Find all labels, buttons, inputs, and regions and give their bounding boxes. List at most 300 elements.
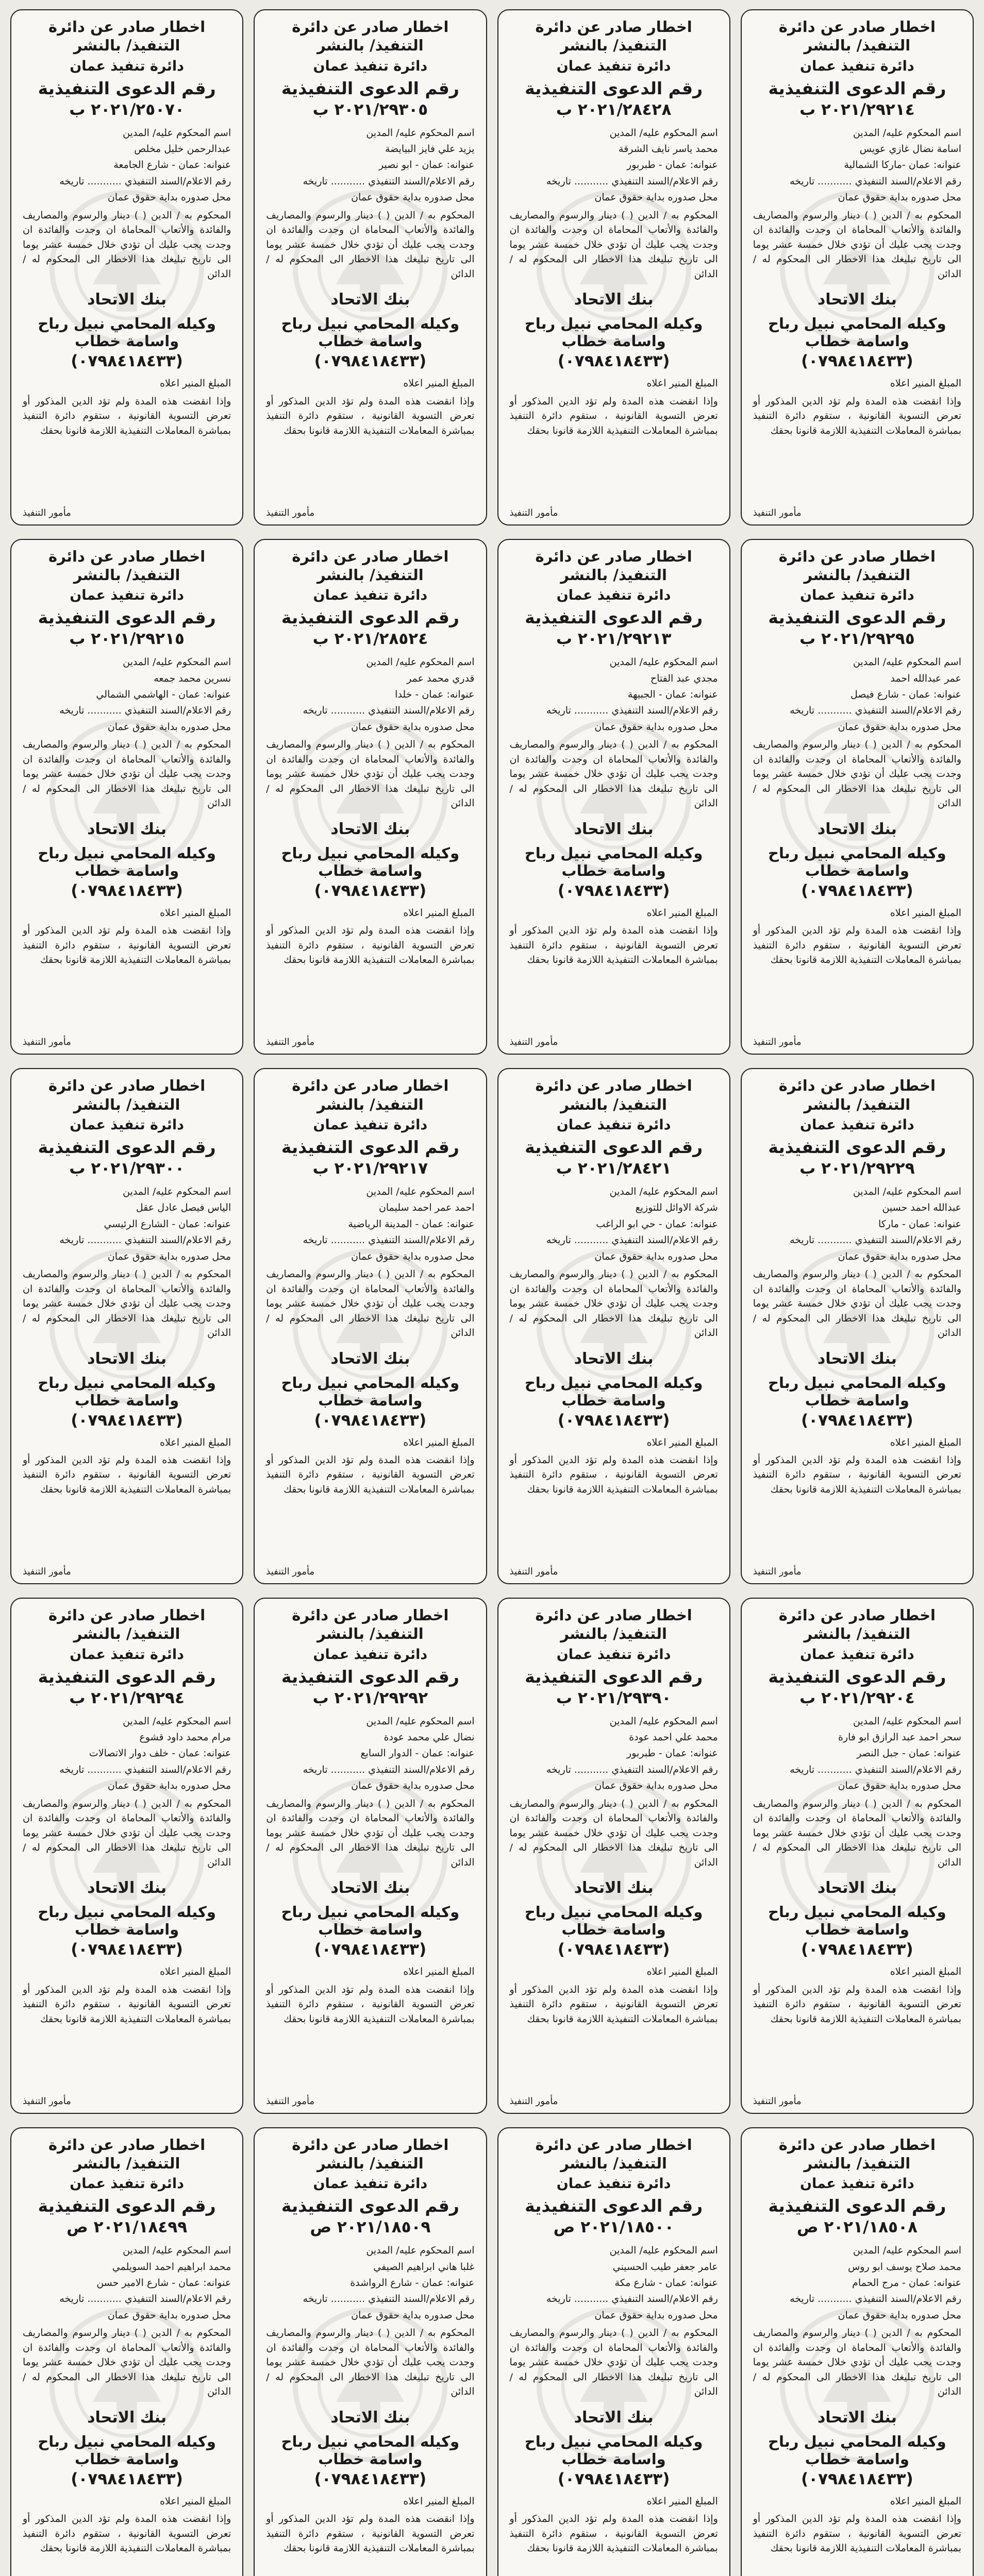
court-line: محل صدوره بداية حقوق عمان	[594, 2309, 718, 2321]
closing-text: وإذا انقضت هذه المدة ولم تؤد الدين المذكور أو تعرض التسوية القانونية ، ستقوم دائرة التنفيذ بمباشرة المعاملات التنفيذية اللازمة قانونا بحقك	[509, 395, 718, 436]
department-name: دائرة تنفيذ عمان	[556, 1116, 671, 1133]
notice-body: المحكوم به / الدين ( ) دينار والرسوم والمصاريف والفائدة والأتعاب المحاماة ان وجدت والفائدة ان وجدت يجب عليك أن تؤدي خلال خمسة عشر يوما الى تاريخ تبليغك هذا الاخطار الى المحكوم له / الدائن	[266, 2327, 475, 2398]
record-line: رقم الاعلام/السند التنفيذي ........... تاريخه	[59, 1234, 231, 1246]
debtor-address: عنوانه: عمان - شارع فيصل	[850, 689, 961, 701]
closing-text: وإذا انقضت هذه المدة ولم تؤد الدين المذكور أو تعرض التسوية القانونية ، ستقوم دائرة التنفيذ بمباشرة المعاملات التنفيذية اللازمة قانونا بحقك	[753, 395, 961, 436]
case-label: رقم الدعوى التنفيذية	[38, 78, 216, 98]
department-name: دائرة تنفيذ عمان	[556, 2176, 671, 2192]
department-name: دائرة تنفيذ عمان	[313, 1646, 428, 1663]
notice-header: اخطار صادر عن دائرة التنفيذ/ بالنشر	[292, 547, 449, 584]
debtor-address: عنوانه: عمان - شارع الجامعة	[113, 159, 231, 171]
closing-text: وإذا انقضت هذه المدة ولم تؤد الدين المذكور أو تعرض التسوية القانونية ، ستقوم دائرة التنفيذ بمباشرة المعاملات التنفيذية اللازمة قانونا بحقك	[509, 2513, 718, 2554]
agent-phone: (٠٧٩٨٤١٨٤٣٣)	[71, 352, 183, 371]
notice-card-10	[497, 1068, 730, 1584]
debtor-name: محمد علي احمد عودة	[629, 1731, 718, 1743]
notice-title: المبلغ المنير اعلاه	[890, 907, 961, 919]
record-line: رقم الاعلام/السند التنفيذي ........... تاريخه	[303, 2293, 475, 2305]
notice-title: المبلغ المنير اعلاه	[160, 907, 231, 919]
notice-header: اخطار صادر عن دائرة التنفيذ/ بالنشر	[778, 1077, 936, 1113]
debtor-name: يزيد علي فايز البيايضة	[385, 143, 475, 155]
court-line: محل صدوره بداية حقوق عمان	[107, 2309, 231, 2321]
case-label: رقم الدعوى التنفيذية	[525, 2196, 703, 2216]
case-number: ٢٠٢١/٢٩٢٩٢ ب	[312, 1688, 428, 1707]
creditor-name: بنك الاتحاد	[87, 1349, 167, 1368]
notice-card-6	[497, 539, 730, 1055]
debtor-name: سحر احمد عبد الرازق ابو فارة	[838, 1731, 961, 1743]
footer-signature: مأمور التنفيذ	[266, 2095, 315, 2107]
notice-header: اخطار صادر عن دائرة التنفيذ/ بالنشر	[535, 18, 692, 55]
department-name: دائرة تنفيذ عمان	[800, 1646, 914, 1663]
court-line: محل صدوره بداية حقوق عمان	[594, 1780, 718, 1792]
debtor-label: اسم المحكوم عليه/ المدين	[609, 127, 718, 139]
notice-title: المبلغ المنير اعلاه	[160, 1436, 231, 1448]
notice-header: اخطار صادر عن دائرة التنفيذ/ بالنشر	[778, 18, 936, 55]
notice-card-12	[10, 1068, 243, 1584]
notice-card-9	[741, 1068, 974, 1584]
debtor-label: اسم المحكوم عليه/ المدين	[366, 127, 475, 139]
court-line: محل صدوره بداية حقوق عمان	[351, 721, 475, 733]
footer-signature: مأمور التنفيذ	[266, 1566, 315, 1577]
footer-signature: مأمور التنفيذ	[23, 1037, 71, 1048]
debtor-name: نضال علي محمد عودة	[383, 1731, 475, 1743]
case-label: رقم الدعوى التنفيذية	[281, 607, 459, 628]
closing-text: وإذا انقضت هذه المدة ولم تؤد الدين المذكور أو تعرض التسوية القانونية ، ستقوم دائرة التنفيذ بمباشرة المعاملات التنفيذية اللازمة قانونا بحقك	[509, 1454, 718, 1495]
debtor-label: اسم المحكوم عليه/ المدين	[609, 2245, 718, 2257]
case-label: رقم الدعوى التنفيذية	[38, 2196, 216, 2216]
debtor-address: عنوانه: عمان - شارع الرواشدة	[350, 2277, 475, 2289]
notice-card-8	[10, 539, 243, 1055]
court-line: محل صدوره بداية حقوق عمان	[351, 2309, 475, 2321]
footer-signature: مأمور التنفيذ	[266, 1037, 315, 1048]
notice-card-14	[497, 1598, 730, 2114]
notice-header: اخطار صادر عن دائرة التنفيذ/ بالنشر	[535, 547, 692, 584]
closing-text: وإذا انقضت هذه المدة ولم تؤد الدين المذكور أو تعرض التسوية القانونية ، ستقوم دائرة التنفيذ بمباشرة المعاملات التنفيذية اللازمة قانونا بحقك	[23, 395, 231, 436]
case-number: ٢٠٢١/٢٩٢١٤ ب	[799, 100, 915, 119]
court-line: محل صدوره بداية حقوق عمان	[594, 721, 718, 733]
agent-name: وكيله المحامي نبيل رباح واسامة خطاب	[281, 1903, 460, 1939]
debtor-label: اسم المحكوم عليه/ المدين	[609, 1185, 718, 1197]
notice-card-15	[254, 1598, 487, 2114]
agent-phone: (٠٧٩٨٤١٨٤٣٣)	[557, 2469, 670, 2488]
court-line: محل صدوره بداية حقوق عمان	[107, 721, 231, 733]
agent-name: وكيله المحامي نبيل رباح واسامة خطاب	[524, 1903, 703, 1939]
closing-text: وإذا انقضت هذه المدة ولم تؤد الدين المذكور أو تعرض التسوية القانونية ، ستقوم دائرة التنفيذ بمباشرة المعاملات التنفيذية اللازمة قانونا بحقك	[23, 925, 231, 966]
notice-body: المحكوم به / الدين ( ) دينار والرسوم والمصاريف والفائدة والأتعاب المحاماة ان وجدت والفائدة ان وجدت يجب عليك أن تؤدي خلال خمسة عشر يوما الى تاريخ تبليغك هذا الاخطار الى المحكوم له / الدائن	[23, 1798, 231, 1868]
notice-body: المحكوم به / الدين ( ) دينار والرسوم والمصاريف والفائدة والأتعاب المحاماة ان وجدت والفائدة ان وجدت يجب عليك أن تؤدي خلال خمسة عشر يوما الى تاريخ تبليغك هذا الاخطار الى المحكوم له / الدائن	[509, 1798, 718, 1868]
record-line: رقم الاعلام/السند التنفيذي ........... تاريخه	[59, 705, 231, 717]
case-label: رقم الدعوى التنفيذية	[768, 607, 946, 628]
notice-body: المحكوم به / الدين ( ) دينار والرسوم والمصاريف والفائدة والأتعاب المحاماة ان وجدت والفائدة ان وجدت يجب عليك أن تؤدي خلال خمسة عشر يوما الى تاريخ تبليغك هذا الاخطار الى المحكوم له / الدائن	[509, 739, 718, 809]
notice-header: اخطار صادر عن دائرة التنفيذ/ بالنشر	[778, 1606, 936, 1643]
notice-body: المحكوم به / الدين ( ) دينار والرسوم والمصاريف والفائدة والأتعاب المحاماة ان وجدت والفائدة ان وجدت يجب عليك أن تؤدي خلال خمسة عشر يوما الى تاريخ تبليغك هذا الاخطار الى المحكوم له / الدائن	[509, 1268, 718, 1339]
debtor-address: عنوانه: عمان - الجبيهة	[627, 689, 718, 701]
notice-card-11	[254, 1068, 487, 1584]
footer-signature: مأمور التنفيذ	[753, 1566, 802, 1577]
footer-signature: مأمور التنفيذ	[23, 1566, 71, 1577]
agent-phone: (٠٧٩٨٤١٨٤٣٣)	[801, 352, 913, 371]
case-number: ٢٠٢١/٢٨٤٢١ ب	[556, 1159, 672, 1178]
debtor-name: قدري محمد عمر	[407, 672, 475, 684]
agent-phone: (٠٧٩٨٤١٨٤٣٣)	[71, 881, 183, 900]
footer-signature: مأمور التنفيذ	[266, 507, 315, 518]
notice-body: المحكوم به / الدين ( ) دينار والرسوم والمصاريف والفائدة والأتعاب المحاماة ان وجدت والفائدة ان وجدت يجب عليك أن تؤدي خلال خمسة عشر يوما الى تاريخ تبليغك هذا الاخطار الى المحكوم له / الدائن	[266, 1268, 475, 1339]
closing-text: وإذا انقضت هذه المدة ولم تؤد الدين المذكور أو تعرض التسوية القانونية ، ستقوم دائرة التنفيذ بمباشرة المعاملات التنفيذية اللازمة قانونا بحقك	[753, 1454, 961, 1495]
case-number: ٢٠٢١/١٨٥٠٠ ص	[553, 2218, 674, 2237]
record-line: رقم الاعلام/السند التنفيذي ........... تاريخه	[59, 2293, 231, 2305]
creditor-name: بنك الاتحاد	[574, 820, 654, 838]
debtor-label: اسم المحكوم عليه/ المدين	[366, 1715, 475, 1727]
record-line: رقم الاعلام/السند التنفيذي ........... تاريخه	[790, 2293, 961, 2305]
case-label: رقم الدعوى التنفيذية	[38, 607, 216, 628]
case-number: ٢٠٢١/٢٩٣٠٠ ب	[69, 1159, 185, 1178]
agent-phone: (٠٧٩٨٤١٨٤٣٣)	[557, 1411, 670, 1430]
debtor-address: عنوانه: عمان - شارع الامير حسن	[96, 2277, 231, 2289]
creditor-name: بنك الاتحاد	[817, 291, 897, 309]
case-label: رقم الدعوى التنفيذية	[525, 1666, 703, 1687]
agent-phone: (٠٧٩٨٤١٨٤٣٣)	[557, 881, 670, 900]
agent-name: وكيله المحامي نبيل رباح واسامة خطاب	[281, 2432, 460, 2468]
notice-body: المحكوم به / الدين ( ) دينار والرسوم والمصاريف والفائدة والأتعاب المحاماة ان وجدت والفائدة ان وجدت يجب عليك أن تؤدي خلال خمسة عشر يوما الى تاريخ تبليغك هذا الاخطار الى المحكوم له / الدائن	[753, 739, 961, 809]
closing-text: وإذا انقضت هذه المدة ولم تؤد الدين المذكور أو تعرض التسوية القانونية ، ستقوم دائرة التنفيذ بمباشرة المعاملات التنفيذية اللازمة قانونا بحقك	[266, 2513, 475, 2554]
creditor-name: بنك الاتحاد	[574, 1879, 654, 1897]
court-line: محل صدوره بداية حقوق عمان	[838, 192, 961, 204]
case-number: ٢٠٢١/٢٩٢٩٥ ب	[799, 630, 915, 649]
debtor-name: نسرين محمد جمعه	[154, 672, 231, 684]
agent-name: وكيله المحامي نبيل رباح واسامة خطاب	[524, 315, 703, 350]
agent-name: وكيله المحامي نبيل رباح واسامة خطاب	[38, 844, 216, 879]
debtor-address: عنوانه: عمان - طبربور	[627, 159, 718, 171]
debtor-label: اسم المحكوم عليه/ المدين	[853, 1185, 961, 1197]
court-line: محل صدوره بداية حقوق عمان	[594, 192, 718, 204]
department-name: دائرة تنفيذ عمان	[70, 1116, 184, 1133]
court-line: محل صدوره بداية حقوق عمان	[838, 721, 961, 733]
debtor-name: محمد ابراهيم احمد السويلمي	[112, 2261, 231, 2273]
record-line: رقم الاعلام/السند التنفيذي ........... تاريخه	[303, 1764, 475, 1775]
case-label: رقم الدعوى التنفيذية	[38, 1137, 216, 1157]
department-name: دائرة تنفيذ عمان	[70, 2176, 184, 2192]
debtor-name: شركة الاوائل للتوزيع	[635, 1202, 718, 1214]
record-line: رقم الاعلام/السند التنفيذي ........... تاريخه	[303, 175, 475, 187]
debtor-address: عنوانه: عمان - خلدا	[395, 689, 475, 701]
notice-body: المحكوم به / الدين ( ) دينار والرسوم والمصاريف والفائدة والأتعاب المحاماة ان وجدت والفائدة ان وجدت يجب عليك أن تؤدي خلال خمسة عشر يوما الى تاريخ تبليغك هذا الاخطار الى المحكوم له / الدائن	[753, 1268, 961, 1339]
closing-text: وإذا انقضت هذه المدة ولم تؤد الدين المذكور أو تعرض التسوية القانونية ، ستقوم دائرة التنفيذ بمباشرة المعاملات التنفيذية اللازمة قانونا بحقك	[753, 2513, 961, 2554]
department-name: دائرة تنفيذ عمان	[313, 2176, 428, 2192]
department-name: دائرة تنفيذ عمان	[800, 58, 914, 74]
creditor-name: بنك الاتحاد	[574, 2408, 654, 2427]
creditor-name: بنك الاتحاد	[330, 1349, 410, 1368]
notice-card-13	[741, 1598, 974, 2114]
agent-name: وكيله المحامي نبيل رباح واسامة خطاب	[768, 1374, 946, 1409]
agent-phone: (٠٧٩٨٤١٨٤٣٣)	[557, 1940, 670, 1959]
agent-phone: (٠٧٩٨٤١٨٤٣٣)	[314, 1411, 427, 1430]
case-label: رقم الدعوى التنفيذية	[525, 1137, 703, 1157]
debtor-label: اسم المحكوم عليه/ المدين	[853, 2245, 961, 2257]
case-label: رقم الدعوى التنفيذية	[768, 78, 946, 98]
case-number: ٢٠٢١/٢٥٠٧٠ ب	[69, 100, 185, 119]
creditor-name: بنك الاتحاد	[817, 820, 897, 838]
creditor-name: بنك الاتحاد	[574, 1349, 654, 1368]
department-name: دائرة تنفيذ عمان	[70, 58, 184, 74]
notice-title: المبلغ المنير اعلاه	[646, 1436, 718, 1448]
notice-card-4	[10, 9, 243, 526]
department-name: دائرة تنفيذ عمان	[313, 587, 428, 604]
debtor-name: عبدالرحمن خليل مخلص	[134, 143, 231, 155]
agent-name: وكيله المحامي نبيل رباح واسامة خطاب	[38, 1374, 216, 1409]
record-line: رقم الاعلام/السند التنفيذي ........... تاريخه	[303, 705, 475, 717]
notice-header: اخطار صادر عن دائرة التنفيذ/ بالنشر	[292, 1606, 449, 1643]
case-number: ٢٠٢١/١٨٥٠٨ ص	[796, 2218, 918, 2237]
record-line: رقم الاعلام/السند التنفيذي ........... تاريخه	[546, 1764, 718, 1775]
notice-header: اخطار صادر عن دائرة التنفيذ/ بالنشر	[535, 1606, 692, 1643]
closing-text: وإذا انقضت هذه المدة ولم تؤد الدين المذكور أو تعرض التسوية القانونية ، ستقوم دائرة التنفيذ بمباشرة المعاملات التنفيذية اللازمة قانونا بحقك	[23, 1984, 231, 2025]
debtor-label: اسم المحكوم عليه/ المدين	[853, 127, 961, 139]
notice-header: اخطار صادر عن دائرة التنفيذ/ بالنشر	[48, 1606, 206, 1643]
agent-name: وكيله المحامي نبيل رباح واسامة خطاب	[281, 1374, 460, 1409]
notice-title: المبلغ المنير اعلاه	[646, 907, 718, 919]
notice-card-20	[10, 2127, 243, 2576]
notice-body: المحكوم به / الدين ( ) دينار والرسوم والمصاريف والفائدة والأتعاب المحاماة ان وجدت والفائدة ان وجدت يجب عليك أن تؤدي خلال خمسة عشر يوما الى تاريخ تبليغك هذا الاخطار الى المحكوم له / الدائن	[753, 2327, 961, 2398]
notice-header: اخطار صادر عن دائرة التنفيذ/ بالنشر	[292, 2136, 449, 2172]
agent-name: وكيله المحامي نبيل رباح واسامة خطاب	[38, 1903, 216, 1939]
department-name: دائرة تنفيذ عمان	[556, 58, 671, 74]
notice-body: المحكوم به / الدين ( ) دينار والرسوم والمصاريف والفائدة والأتعاب المحاماة ان وجدت والفائدة ان وجدت يجب عليك أن تؤدي خلال خمسة عشر يوما الى تاريخ تبليغك هذا الاخطار الى المحكوم له / الدائن	[23, 1268, 231, 1339]
debtor-address: عنوانه: عمان - خلف دوار الاتصالات	[89, 1748, 231, 1759]
notice-body: المحكوم به / الدين ( ) دينار والرسوم والمصاريف والفائدة والأتعاب المحاماة ان وجدت والفائدة ان وجدت يجب عليك أن تؤدي خلال خمسة عشر يوما الى تاريخ تبليغك هذا الاخطار الى المحكوم له / الدائن	[509, 209, 718, 280]
record-line: رقم الاعلام/السند التنفيذي ........... تاريخه	[546, 1234, 718, 1246]
agent-phone: (٠٧٩٨٤١٨٤٣٣)	[801, 1940, 913, 1959]
agent-name: وكيله المحامي نبيل رباح واسامة خطاب	[524, 2432, 703, 2468]
debtor-address: عنوانه: عمان -ماركا الشمالية	[844, 159, 961, 171]
case-number: ٢٠٢١/٢٩٢٢٩ ب	[799, 1159, 915, 1178]
debtor-name: غلبا هاني ابراهيم الصيفي	[373, 2261, 475, 2273]
agent-name: وكيله المحامي نبيل رباح واسامة خطاب	[768, 2432, 946, 2468]
record-line: رقم الاعلام/السند التنفيذي ........... تاريخه	[790, 1234, 961, 1246]
notice-card-18	[497, 2127, 730, 2576]
debtor-address: عنوانه: عمان - ابو نصير	[379, 159, 475, 171]
notice-card-1	[741, 9, 974, 526]
agent-phone: (٠٧٩٨٤١٨٤٣٣)	[801, 1411, 913, 1430]
closing-text: وإذا انقضت هذه المدة ولم تؤد الدين المذكور أو تعرض التسوية القانونية ، ستقوم دائرة التنفيذ بمباشرة المعاملات التنفيذية اللازمة قانونا بحقك	[509, 925, 718, 966]
record-line: رقم الاعلام/السند التنفيذي ........... تاريخه	[790, 1764, 961, 1775]
notice-card-16	[10, 1598, 243, 2114]
notice-header: اخطار صادر عن دائرة التنفيذ/ بالنشر	[292, 1077, 449, 1113]
notice-title: المبلغ المنير اعلاه	[646, 378, 718, 389]
closing-text: وإذا انقضت هذه المدة ولم تؤد الدين المذكور أو تعرض التسوية القانونية ، ستقوم دائرة التنفيذ بمباشرة المعاملات التنفيذية اللازمة قانونا بحقك	[23, 1454, 231, 1495]
footer-signature: مأمور التنفيذ	[753, 1037, 802, 1048]
department-name: دائرة تنفيذ عمان	[70, 587, 184, 604]
debtor-label: اسم المحكوم عليه/ المدين	[366, 656, 475, 668]
debtor-label: اسم المحكوم عليه/ المدين	[609, 656, 718, 668]
footer-signature: مأمور التنفيذ	[509, 2095, 558, 2107]
case-number: ٢٠٢١/٢٩٢١٧ ب	[312, 1159, 428, 1178]
record-line: رقم الاعلام/السند التنفيذي ........... تاريخه	[546, 705, 718, 717]
closing-text: وإذا انقضت هذه المدة ولم تؤد الدين المذكور أو تعرض التسوية القانونية ، ستقوم دائرة التنفيذ بمباشرة المعاملات التنفيذية اللازمة قانونا بحقك	[266, 395, 475, 436]
case-number: ٢٠٢١/١٨٥٠٩ ص	[310, 2218, 431, 2237]
notice-title: المبلغ المنير اعلاه	[890, 2495, 961, 2507]
notice-body: المحكوم به / الدين ( ) دينار والرسوم والمصاريف والفائدة والأتعاب المحاماة ان وجدت والفائدة ان وجدت يجب عليك أن تؤدي خلال خمسة عشر يوما الى تاريخ تبليغك هذا الاخطار الى المحكوم له / الدائن	[23, 2327, 231, 2398]
department-name: دائرة تنفيذ عمان	[800, 2176, 914, 2192]
case-label: رقم الدعوى التنفيذية	[281, 1137, 459, 1157]
creditor-name: بنك الاتحاد	[87, 291, 167, 309]
case-number: ٢٠٢١/٢٩٣٩٠ ب	[556, 1688, 672, 1707]
department-name: دائرة تنفيذ عمان	[70, 1646, 184, 1663]
footer-signature: مأمور التنفيذ	[23, 2095, 71, 2107]
footer-signature: مأمور التنفيذ	[509, 1037, 558, 1048]
court-line: محل صدوره بداية حقوق عمان	[594, 1250, 718, 1262]
notice-header: اخطار صادر عن دائرة التنفيذ/ بالنشر	[48, 1077, 206, 1113]
debtor-label: اسم المحكوم عليه/ المدين	[123, 1715, 231, 1727]
debtor-name: عبدالله احمد حسين	[882, 1202, 961, 1214]
case-label: رقم الدعوى التنفيذية	[525, 607, 703, 628]
debtor-label: اسم المحكوم عليه/ المدين	[123, 1185, 231, 1197]
department-name: دائرة تنفيذ عمان	[800, 587, 914, 604]
debtor-name: مجدي عبد الفتاح	[650, 672, 718, 684]
creditor-name: بنك الاتحاد	[330, 820, 410, 838]
notice-header: اخطار صادر عن دائرة التنفيذ/ بالنشر	[292, 18, 449, 55]
footer-signature: مأمور التنفيذ	[23, 507, 71, 518]
creditor-name: بنك الاتحاد	[87, 820, 167, 838]
debtor-name: الياس فيصل عادل عقل	[136, 1202, 231, 1214]
notice-header: اخطار صادر عن دائرة التنفيذ/ بالنشر	[535, 1077, 692, 1113]
case-label: رقم الدعوى التنفيذية	[768, 2196, 946, 2216]
record-line: رقم الاعلام/السند التنفيذي ........... تاريخه	[790, 705, 961, 717]
court-line: محل صدوره بداية حقوق عمان	[351, 192, 475, 204]
agent-phone: (٠٧٩٨٤١٨٤٣٣)	[314, 1940, 427, 1959]
agent-name: وكيله المحامي نبيل رباح واسامة خطاب	[524, 1374, 703, 1409]
notice-title: المبلغ المنير اعلاه	[403, 1966, 475, 1978]
notice-title: المبلغ المنير اعلاه	[403, 378, 475, 389]
notice-title: المبلغ المنير اعلاه	[160, 2495, 231, 2507]
court-line: محل صدوره بداية حقوق عمان	[107, 1780, 231, 1792]
notice-body: المحكوم به / الدين ( ) دينار والرسوم والمصاريف والفائدة والأتعاب المحاماة ان وجدت والفائدة ان وجدت يجب عليك أن تؤدي خلال خمسة عشر يوما الى تاريخ تبليغك هذا الاخطار الى المحكوم له / الدائن	[509, 2327, 718, 2398]
debtor-label: اسم المحكوم عليه/ المدين	[123, 2245, 231, 2257]
case-number: ٢٠٢١/٢٨٤٢٨ ب	[556, 100, 672, 119]
case-number: ٢٠٢١/٢٩٢١٣ ب	[556, 630, 672, 649]
notice-body: المحكوم به / الدين ( ) دينار والرسوم والمصاريف والفائدة والأتعاب المحاماة ان وجدت والفائدة ان وجدت يجب عليك أن تؤدي خلال خمسة عشر يوما الى تاريخ تبليغك هذا الاخطار الى المحكوم له / الدائن	[753, 1798, 961, 1868]
debtor-address: عنوانه: عمان - الهاشمي الشمالي	[96, 689, 231, 701]
department-name: دائرة تنفيذ عمان	[800, 1116, 914, 1133]
case-label: رقم الدعوى التنفيذية	[38, 1666, 216, 1687]
creditor-name: بنك الاتحاد	[817, 2408, 897, 2427]
creditor-name: بنك الاتحاد	[330, 291, 410, 309]
creditor-name: بنك الاتحاد	[817, 1349, 897, 1368]
record-line: رقم الاعلام/السند التنفيذي ........... تاريخه	[303, 1234, 475, 1246]
debtor-label: اسم المحكوم عليه/ المدين	[123, 127, 231, 139]
case-number: ٢٠٢١/٢٩٢٩٤ ب	[69, 1688, 185, 1707]
case-label: رقم الدعوى التنفيذية	[281, 2196, 459, 2216]
agent-phone: (٠٧٩٨٤١٨٤٣٣)	[557, 352, 670, 371]
debtor-label: اسم المحكوم عليه/ المدين	[366, 1185, 475, 1197]
agent-name: وكيله المحامي نبيل رباح واسامة خطاب	[524, 844, 703, 879]
court-line: محل صدوره بداية حقوق عمان	[351, 1780, 475, 1792]
agent-name: وكيله المحامي نبيل رباح واسامة خطاب	[38, 315, 216, 350]
agent-name: وكيله المحامي نبيل رباح واسامة خطاب	[38, 2432, 216, 2468]
closing-text: وإذا انقضت هذه المدة ولم تؤد الدين المذكور أو تعرض التسوية القانونية ، ستقوم دائرة التنفيذ بمباشرة المعاملات التنفيذية اللازمة قانونا بحقك	[23, 2513, 231, 2554]
notice-title: المبلغ المنير اعلاه	[646, 1966, 718, 1978]
department-name: دائرة تنفيذ عمان	[313, 1116, 428, 1133]
agent-phone: (٠٧٩٨٤١٨٤٣٣)	[801, 2469, 913, 2488]
notice-card-7	[254, 539, 487, 1055]
notice-header: اخطار صادر عن دائرة التنفيذ/ بالنشر	[48, 2136, 206, 2172]
notice-body: المحكوم به / الدين ( ) دينار والرسوم والمصاريف والفائدة والأتعاب المحاماة ان وجدت والفائدة ان وجدت يجب عليك أن تؤدي خلال خمسة عشر يوما الى تاريخ تبليغك هذا الاخطار الى المحكوم له / الدائن	[266, 209, 475, 280]
agent-phone: (٠٧٩٨٤١٨٤٣٣)	[71, 2469, 183, 2488]
creditor-name: بنك الاتحاد	[330, 1879, 410, 1897]
notice-title: المبلغ المنير اعلاه	[403, 2495, 475, 2507]
agent-name: وكيله المحامي نبيل رباح واسامة خطاب	[768, 1903, 946, 1939]
court-line: محل صدوره بداية حقوق عمان	[107, 1250, 231, 1262]
court-line: محل صدوره بداية حقوق عمان	[838, 1250, 961, 1262]
court-line: محل صدوره بداية حقوق عمان	[107, 192, 231, 204]
debtor-address: عنوانه: عمان - طبربور	[627, 1748, 718, 1759]
court-line: محل صدوره بداية حقوق عمان	[351, 1250, 475, 1262]
notice-header: اخطار صادر عن دائرة التنفيذ/ بالنشر	[48, 547, 206, 584]
agent-name: وكيله المحامي نبيل رباح واسامة خطاب	[281, 844, 460, 879]
notice-title: المبلغ المنير اعلاه	[160, 378, 231, 389]
notice-card-17	[741, 2127, 974, 2576]
closing-text: وإذا انقضت هذه المدة ولم تؤد الدين المذكور أو تعرض التسوية القانونية ، ستقوم دائرة التنفيذ بمباشرة المعاملات التنفيذية اللازمة قانونا بحقك	[753, 1984, 961, 2025]
case-number: ٢٠٢١/٢٩٢١٥ ب	[69, 630, 185, 649]
debtor-address: عنوانه: عمان - الشارع الرئيسي	[104, 1218, 231, 1230]
record-line: رقم الاعلام/السند التنفيذي ........... تاريخه	[790, 175, 961, 187]
closing-text: وإذا انقضت هذه المدة ولم تؤد الدين المذكور أو تعرض التسوية القانونية ، ستقوم دائرة التنفيذ بمباشرة المعاملات التنفيذية اللازمة قانونا بحقك	[509, 1984, 718, 2025]
agent-name: وكيله المحامي نبيل رباح واسامة خطاب	[281, 315, 460, 350]
notice-body: المحكوم به / الدين ( ) دينار والرسوم والمصاريف والفائدة والأتعاب المحاماة ان وجدت والفائدة ان وجدت يجب عليك أن تؤدي خلال خمسة عشر يوما الى تاريخ تبليغك هذا الاخطار الى المحكوم له / الدائن	[23, 209, 231, 280]
notice-header: اخطار صادر عن دائرة التنفيذ/ بالنشر	[48, 18, 206, 55]
department-name: دائرة تنفيذ عمان	[556, 1646, 671, 1663]
debtor-address: عنوانه: عمان - المدينة الرياضية	[348, 1218, 475, 1230]
debtor-label: اسم المحكوم عليه/ المدين	[609, 1715, 718, 1727]
record-line: رقم الاعلام/السند التنفيذي ........... تاريخه	[546, 2293, 718, 2305]
footer-signature: مأمور التنفيذ	[509, 1566, 558, 1577]
debtor-name: اسامة نضال غازي عويس	[859, 143, 961, 155]
case-number: ٢٠٢١/٢٩٢٠٤ ب	[799, 1688, 915, 1707]
creditor-name: بنك الاتحاد	[87, 1879, 167, 1897]
agent-phone: (٠٧٩٨٤١٨٤٣٣)	[314, 881, 427, 900]
debtor-address: عنوانه: عمان - جبل النصر	[857, 1748, 961, 1759]
notice-title: المبلغ المنير اعلاه	[403, 907, 475, 919]
debtor-address: عنوانه: عمان - الدوار السابع	[360, 1748, 475, 1759]
court-line: محل صدوره بداية حقوق عمان	[838, 1780, 961, 1792]
debtor-name: عمر عبدالله احمد	[890, 672, 961, 684]
notice-title: المبلغ المنير اعلاه	[890, 1436, 961, 1448]
record-line: رقم الاعلام/السند التنفيذي ........... تاريخه	[59, 1764, 231, 1775]
closing-text: وإذا انقضت هذه المدة ولم تؤد الدين المذكور أو تعرض التسوية القانونية ، ستقوم دائرة التنفيذ بمباشرة المعاملات التنفيذية اللازمة قانونا بحقك	[266, 1984, 475, 2025]
debtor-label: اسم المحكوم عليه/ المدين	[853, 656, 961, 668]
debtor-address: عنوانه: عمان - شارع مكة	[614, 2277, 718, 2289]
case-number: ٢٠٢١/٢٩٣٠٥ ب	[312, 100, 428, 119]
footer-signature: مأمور التنفيذ	[753, 507, 802, 518]
notice-card-19	[254, 2127, 487, 2576]
notice-header: اخطار صادر عن دائرة التنفيذ/ بالنشر	[535, 2136, 692, 2172]
record-line: رقم الاعلام/السند التنفيذي ........... تاريخه	[59, 175, 231, 187]
agent-phone: (٠٧٩٨٤١٨٤٣٣)	[314, 352, 427, 371]
notice-title: المبلغ المنير اعلاه	[403, 1436, 475, 1448]
agent-name: وكيله المحامي نبيل رباح واسامة خطاب	[768, 844, 946, 879]
footer-signature: مأمور التنفيذ	[509, 507, 558, 518]
footer-signature: مأمور التنفيذ	[753, 2095, 802, 2107]
closing-text: وإذا انقضت هذه المدة ولم تؤد الدين المذكور أو تعرض التسوية القانونية ، ستقوم دائرة التنفيذ بمباشرة المعاملات التنفيذية اللازمة قانونا بحقك	[266, 1454, 475, 1495]
notice-body: المحكوم به / الدين ( ) دينار والرسوم والمصاريف والفائدة والأتعاب المحاماة ان وجدت والفائدة ان وجدت يجب عليك أن تؤدي خلال خمسة عشر يوما الى تاريخ تبليغك هذا الاخطار الى المحكوم له / الدائن	[23, 739, 231, 809]
department-name: دائرة تنفيذ عمان	[313, 58, 428, 74]
record-line: رقم الاعلام/السند التنفيذي ........... تاريخه	[546, 175, 718, 187]
case-number: ٢٠٢١/٢٨٥٢٤ ب	[312, 630, 428, 649]
notice-body: المحكوم به / الدين ( ) دينار والرسوم والمصاريف والفائدة والأتعاب المحاماة ان وجدت والفائدة ان وجدت يجب عليك أن تؤدي خلال خمسة عشر يوما الى تاريخ تبليغك هذا الاخطار الى المحكوم له / الدائن	[266, 1798, 475, 1868]
debtor-name: احمد عمر احمد سليمان	[378, 1202, 475, 1214]
agent-phone: (٠٧٩٨٤١٨٤٣٣)	[71, 1940, 183, 1959]
notice-header: اخطار صادر عن دائرة التنفيذ/ بالنشر	[778, 547, 936, 584]
department-name: دائرة تنفيذ عمان	[556, 587, 671, 604]
case-label: رقم الدعوى التنفيذية	[768, 1666, 946, 1687]
